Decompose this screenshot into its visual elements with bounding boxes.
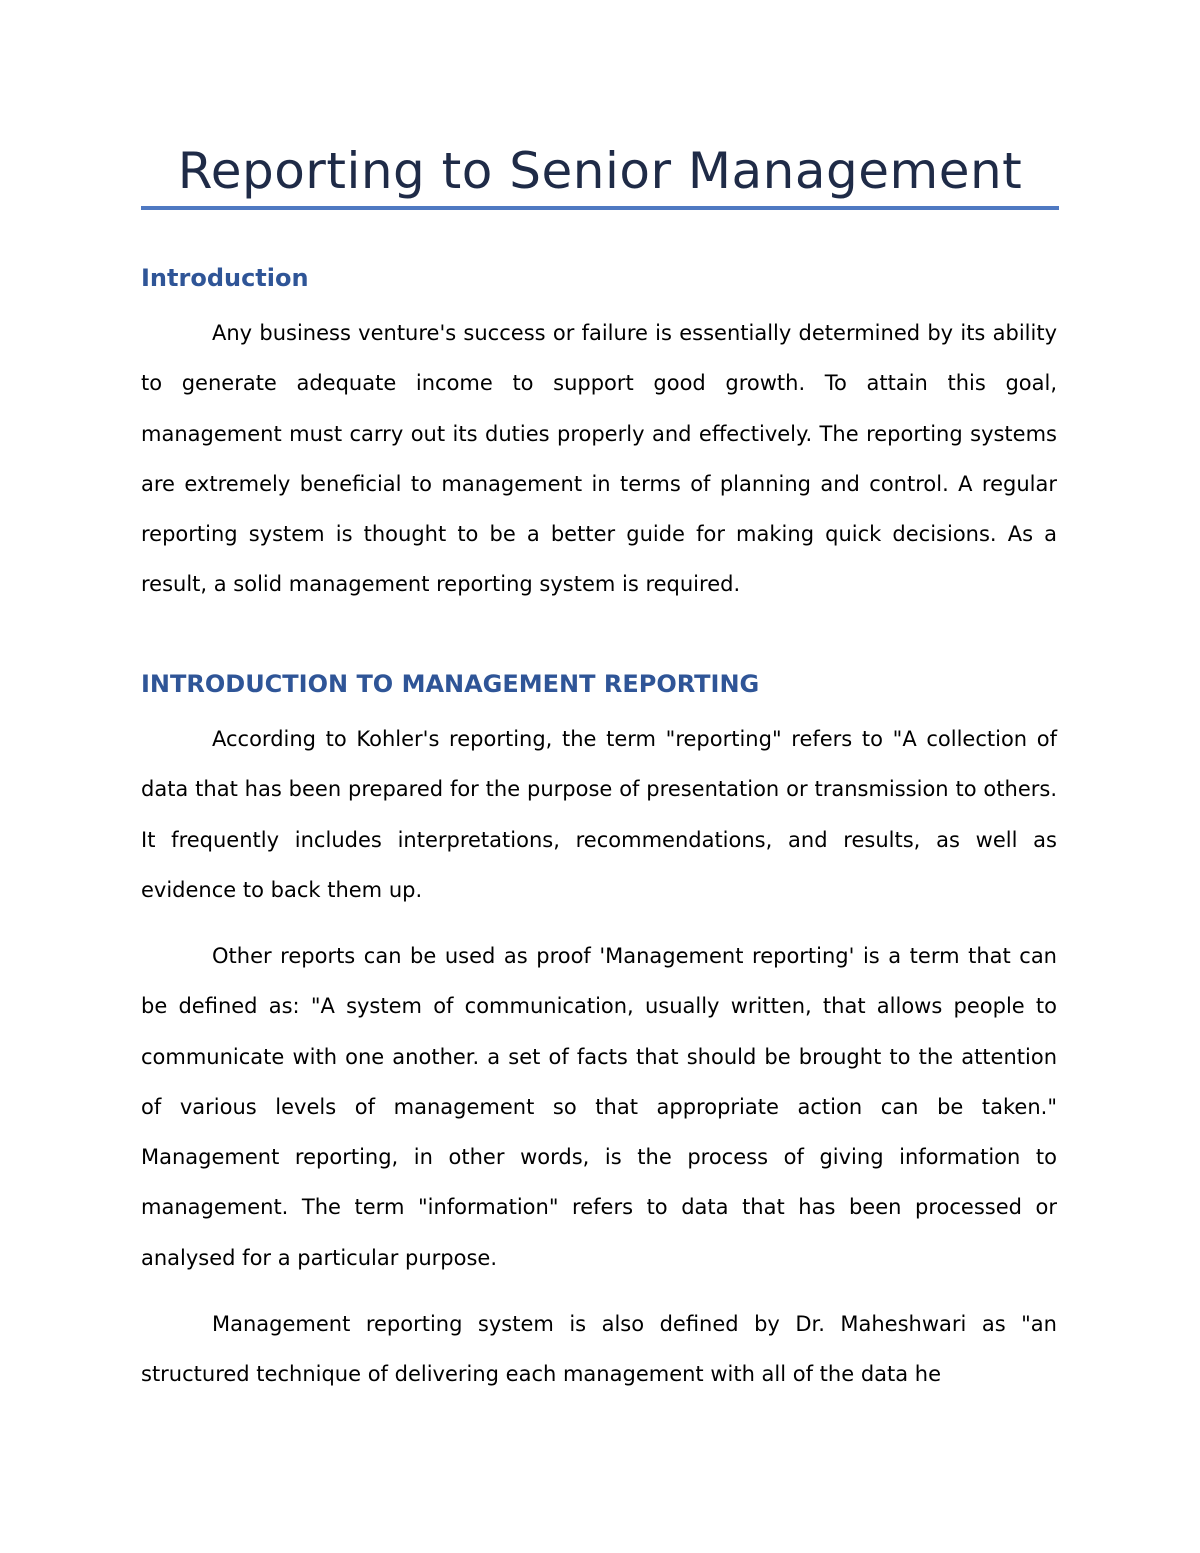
paragraph-management-reporting-definition: Other reports can be used as proof 'Management reporting' is a term that can be defined as: "A system of communication, usually written, that allows people to communicate with one another. a set of facts that should be brought to the attention of various levels of management so that appropriate action can be taken." Management reporting, in other words, is the process of giving information to management. The term "information" refers to data that has been processed or analysed for a particular purpose. [141, 944, 1057, 1270]
paragraph-maheshwari-definition: Management reporting system is also defined by Dr. Maheshwari as "an structured technique of delivering each management with all of the data he [141, 1312, 1057, 1387]
section-heading-management-reporting: INTRODUCTION TO MANAGEMENT REPORTING [141, 670, 760, 698]
paragraph-introduction: Any business venture's success or failure is essentially determined by its ability to generate adequate income to support good growth. To attain this goal, management must carry out its duties properly and effectively. The reporting systems are extremely beneficial to management in terms of planning and control. A regular reporting system is thought to be a better guide for making quick decisions. As a result, a solid management reporting system is required. [141, 321, 1057, 597]
title-underline [141, 206, 1059, 210]
document-title: Reporting to Senior Management [177, 142, 1023, 200]
section-heading-introduction: Introduction [141, 264, 309, 292]
paragraph-kohler-definition: According to Kohler's reporting, the term "reporting" refers to "A collection of data that has been prepared for the purpose of presentation or transmission to others. It frequently includes interpretations, recommendations, and results, as well as evidence to back them up. [141, 727, 1057, 902]
